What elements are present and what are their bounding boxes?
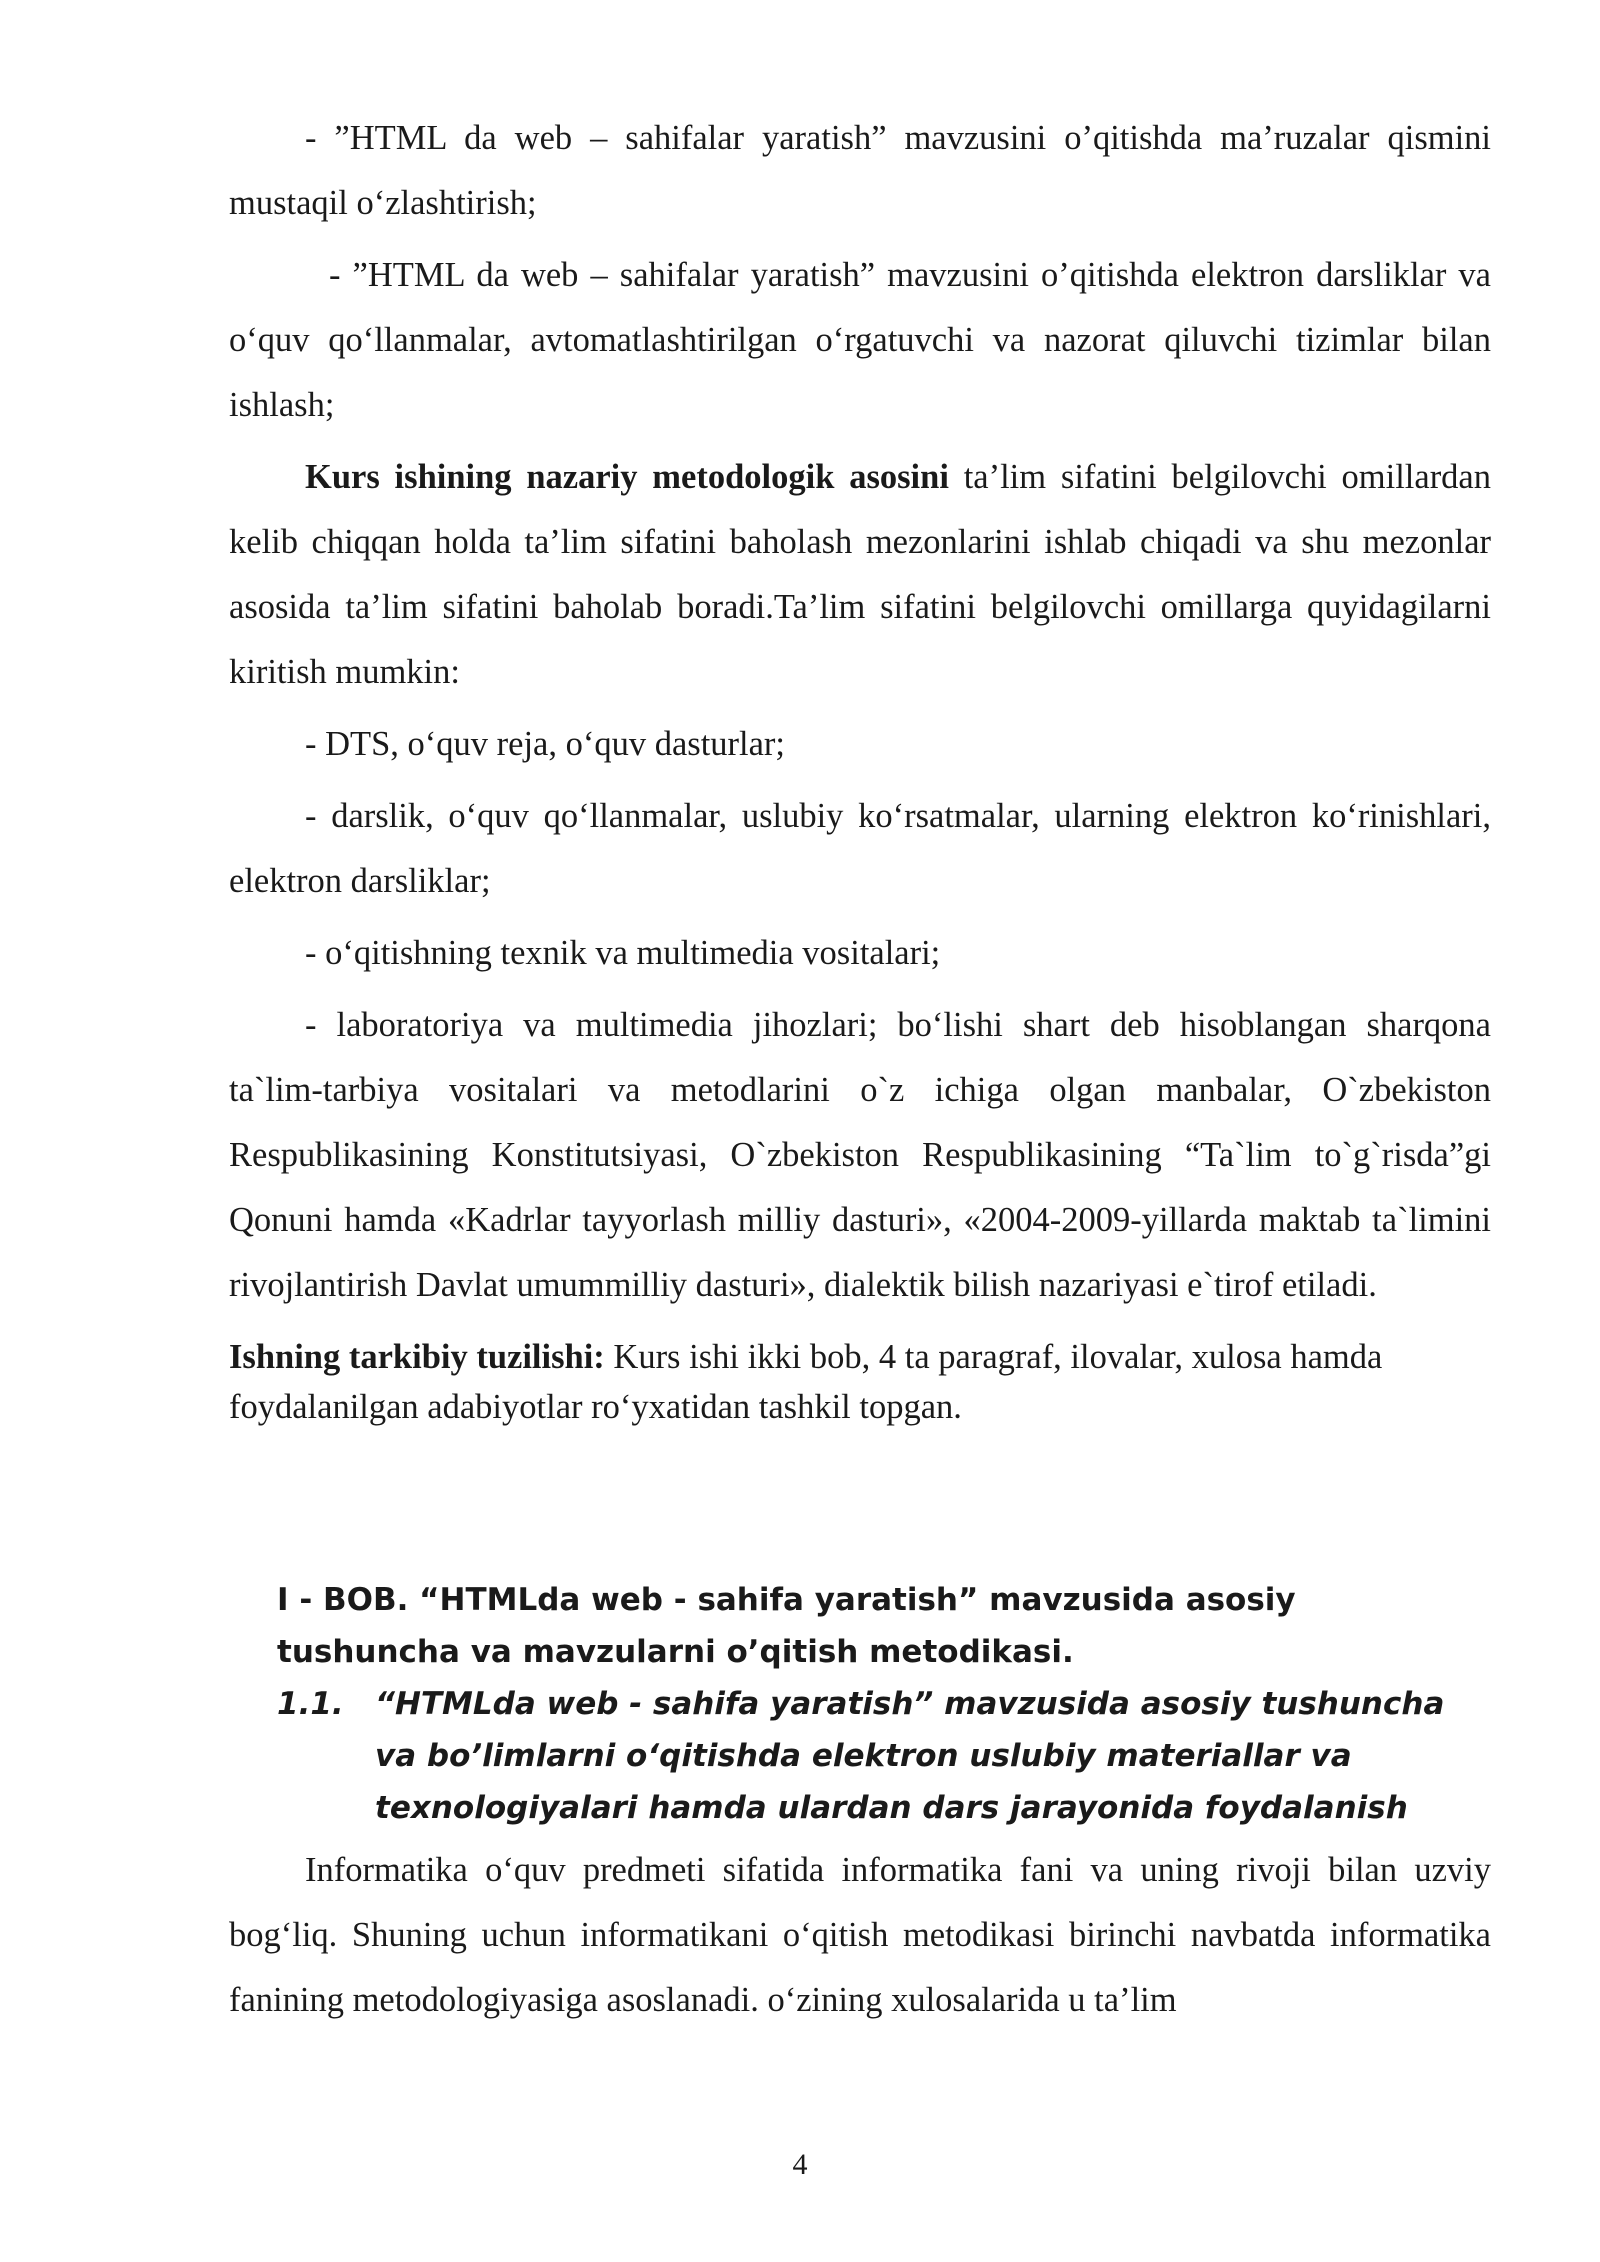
page-number: 4 [792, 2148, 808, 2181]
paragraph-3-bold: Kurs ishining nazariy metodologik asosini [305, 458, 949, 496]
paragraph-6: - oʻqitishning texnik va multimedia vositalari; [305, 934, 941, 972]
paragraph-4: - DTS, oʻquv reja, oʻquv dasturlar; [305, 725, 786, 763]
paragraph-2: - ”HTML da web – sahifalar yaratish” mavzusini o’qitishda elektron darsliklar va oʻquv qoʻllanmalar, avtomatlashtirilgan oʻrgatuvchi va nazorat qiluvchi tizimlar bilan ishlash; [229, 256, 1491, 424]
paragraph-3 [229, 445, 1491, 705]
paragraph-9: Informatika oʻquv predmeti sifatida informatika fani va uning rivoji bilan uzviy bogʻliq. Shuning uchun informatikani oʻqitish metodikasi birinchi navbatda informatika fanining metodologiyasiga asoslanadi. oʻzining xulosalarida u ta’lim [229, 1851, 1491, 2019]
spacer [229, 1432, 1491, 1574]
paragraph-1: - ”HTML da web – sahifalar yaratish” mavzusini o’qitishda ma’ruzalar qismini mustaqil oʻzlashtirish; [229, 119, 1491, 222]
chapter-heading: I - BOB. “HTMLda web - sahifa yaratish” mavzusida asosiy tushuncha va mavzularni o’qitish metodikasi. [277, 1582, 1296, 1670]
document-page [229, 106, 1491, 2033]
paragraph-8 [229, 1332, 1491, 1432]
section-number: 1.1. [277, 1686, 344, 1722]
paragraph-7: - laboratoriya va multimedia jihozlari; boʻlishi shart deb hisoblangan sharqona ta`lim-tarbiya vositalari va metodlarini o`z ichiga olgan manbalar, O`zbekiston Respublikasining Konstitutsiyasi, O`zbekiston Respublikasining “Ta`lim to`g`risda”gi Qonuni hamda «Kadrlar tayyorlash milliy dasturi», «2004-2009-yillarda maktab ta`limini rivojlantirish Davlat umummilliy dasturi», dialektik bilish nazariyasi e`tirof etiladi. [229, 1006, 1491, 1304]
paragraph-8-bold: Ishning tarkibiy tuzilishi: [229, 1338, 605, 1376]
paragraph-3-text: ta’lim sifatini belgilovchi omillardan kelib chiqqan holda ta’lim sifatini baholash mezonlarini ishlab chiqadi va shu mezonlar asosida ta’lim sifatini baholab boradi.Ta’lim sifatini belgilovchi omillarga quyidagilarni kiritish mumkin: [229, 458, 1491, 691]
paragraph-8-text: Kurs ishi ikki bob, 4 ta paragraf, ilovalar, xulosa hamda foydalanilgan adabiyotlar roʻyxatidan tashkil topgan. [229, 1338, 1383, 1426]
section-heading [229, 1678, 1459, 1834]
section-title: “HTMLda web - sahifa yaratish” mavzusida asosiy tushuncha va bo’limlarni oʻqitishda elektron uslubiy materiallar va texnologiyalari hamda ulardan dars jarayonida foydalanish [375, 1686, 1445, 1826]
paragraph-5: - darslik, oʻquv qoʻllanmalar, uslubiy koʻrsatmalar, ularning elektron koʻrinishlari, elektron darsliklar; [229, 797, 1491, 900]
